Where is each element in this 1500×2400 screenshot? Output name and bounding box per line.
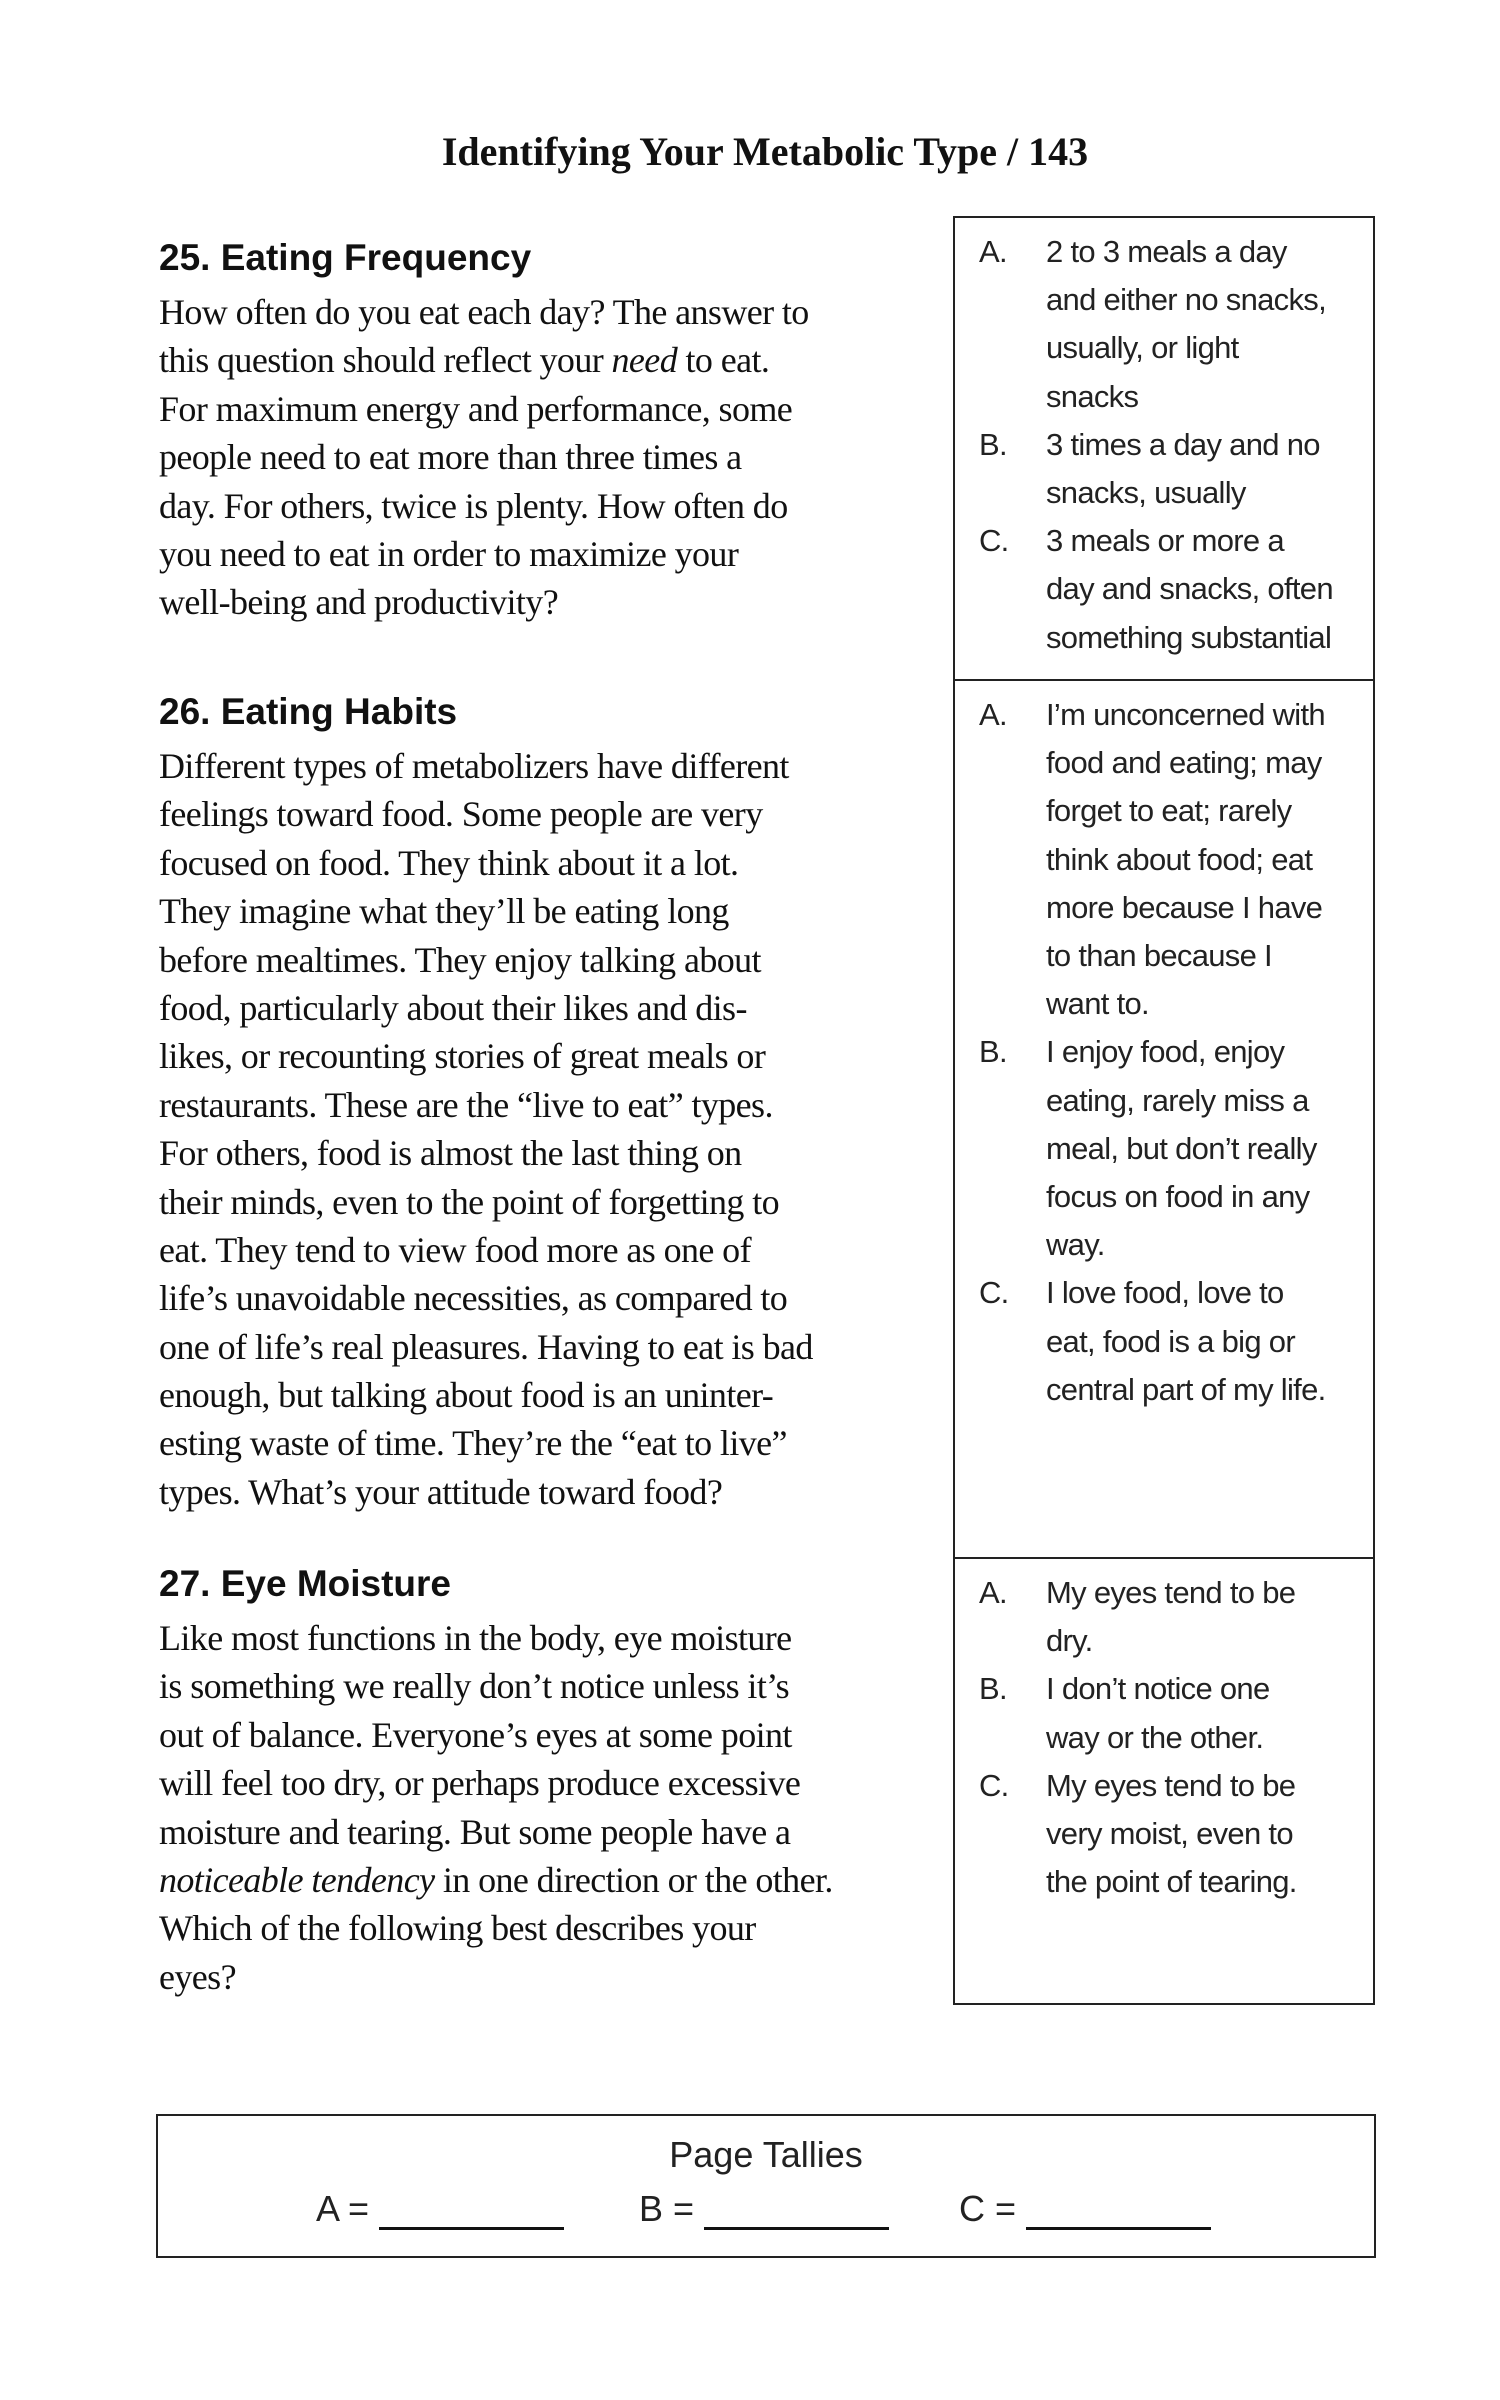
body-line: moisture and tearing. But some people have a <box>159 1811 791 1852</box>
option-line: meal, but don’t really <box>1046 1130 1317 1166</box>
option-line: want to. <box>1046 986 1149 1022</box>
answers-26 <box>955 679 1373 1557</box>
option-line: 3 meals or more a <box>1046 523 1284 559</box>
option-letter: A. <box>979 234 1007 269</box>
body-line: restaurants. These are the “live to eat” types. <box>159 1084 773 1125</box>
option-letter: C. <box>979 1767 1009 1803</box>
body-line <box>159 1856 929 1904</box>
body-line: enough, but talking about food is an uninter- <box>159 1375 774 1416</box>
body-text: in one direction or the other. <box>434 1859 833 1900</box>
page-tallies-box <box>156 2114 1376 2258</box>
body-line: one of life’s real pleasures. Having to eat is bad <box>159 1326 813 1367</box>
option-letter: C. <box>979 523 1009 559</box>
option-line: eat, food is a big or <box>1046 1323 1295 1359</box>
option-letter: B. <box>979 1034 1007 1070</box>
option-line: forget to eat; rarely <box>1046 793 1292 829</box>
answer-option <box>955 1569 1373 1665</box>
body-line: eyes? <box>159 1956 236 1997</box>
option-text <box>1046 421 1356 517</box>
option-line: way or the other. <box>1046 1719 1264 1755</box>
option-line: My eyes tend to be <box>1046 1575 1296 1610</box>
option-letter: A. <box>979 1575 1007 1610</box>
tally-b <box>639 2188 889 2230</box>
option-line: dry. <box>1046 1623 1093 1659</box>
body-line: They imagine what they’ll be eating long <box>159 891 729 932</box>
option-line: something substantial <box>1046 619 1332 655</box>
option-line: 3 times a day and no <box>1046 426 1320 462</box>
answer-option <box>955 228 1373 421</box>
option-line: and either no snacks, <box>1046 282 1326 318</box>
option-text <box>1046 1762 1356 1907</box>
tallies-title: Page Tallies <box>669 2134 863 2175</box>
option-line: food and eating; may <box>1046 745 1322 781</box>
body-line: food, particularly about their likes and dis- <box>159 987 747 1028</box>
emphasis-text: need <box>611 340 678 381</box>
body-line: esting waste of time. They’re the “eat to live” <box>159 1423 787 1464</box>
answer-option <box>955 1028 1373 1269</box>
option-text <box>1046 691 1356 1028</box>
body-text: to eat. <box>677 340 770 381</box>
option-line: 2 to 3 meals a day <box>1046 234 1287 269</box>
tally-a-blank[interactable] <box>379 2193 564 2230</box>
option-line: focus on food in any <box>1046 1179 1310 1215</box>
body-line: life’s unavoidable necessities, as compared to <box>159 1278 788 1319</box>
option-line: usually, or light <box>1046 330 1239 366</box>
tally-label: A = <box>316 2188 370 2229</box>
body-line: will feel too dry, or perhaps produce excessive <box>159 1763 801 1804</box>
option-line: snacks <box>1046 378 1139 414</box>
answer-option <box>955 691 1373 1028</box>
body-line: Which of the following best describes your <box>159 1908 756 1949</box>
option-line: I don’t notice one <box>1046 1671 1270 1707</box>
body-line: feelings toward food. Some people are very <box>159 794 763 835</box>
question-body <box>159 742 929 1516</box>
option-letter: C. <box>979 1275 1009 1311</box>
option-text <box>1046 517 1356 662</box>
body-line <box>159 336 929 384</box>
option-line: to than because I <box>1046 938 1272 974</box>
body-text: this question should reflect your <box>159 340 612 381</box>
body-line: well-being and productivity? <box>159 582 559 623</box>
body-line: For maximum energy and performance, some <box>159 388 793 429</box>
body-line: day. For others, twice is plenty. How often do <box>159 485 788 526</box>
body-line: How often do you eat each day? The answer to <box>159 292 809 332</box>
question-heading: 25. Eating Frequency <box>159 237 532 278</box>
option-line: I enjoy food, enjoy <box>1046 1034 1285 1070</box>
body-line: Different types of metabolizers have different <box>159 746 789 786</box>
option-text <box>1046 1665 1356 1761</box>
answer-option <box>955 517 1373 662</box>
question-heading: 26. Eating Habits <box>159 691 458 732</box>
answer-option <box>955 1762 1373 1907</box>
option-text <box>1046 1569 1356 1665</box>
tally-c <box>959 2188 1211 2230</box>
running-head: Identifying Your Metabolic Type / 143 <box>441 129 1089 174</box>
body-line: is something we really don’t notice unless it’s <box>159 1666 790 1707</box>
option-text <box>1046 1269 1356 1414</box>
answer-option <box>955 421 1373 517</box>
question-heading: 27. Eye Moisture <box>159 1563 452 1604</box>
body-line: before mealtimes. They enjoy talking about <box>159 939 761 980</box>
answers-25 <box>955 218 1373 679</box>
option-letter: B. <box>979 1671 1007 1707</box>
body-line: For others, food is almost the last thing on <box>159 1133 742 1174</box>
question-body <box>159 288 929 627</box>
tally-label: C = <box>959 2188 1017 2229</box>
body-line: focused on food. They think about it a lot. <box>159 842 739 883</box>
option-line: central part of my life. <box>1046 1371 1326 1407</box>
body-line: you need to eat in order to maximize your <box>159 533 739 574</box>
option-text <box>1046 1028 1356 1269</box>
answer-option <box>955 1269 1373 1414</box>
body-line: eat. They tend to view food more as one of <box>159 1229 751 1270</box>
body-line: Like most functions in the body, eye moisture <box>159 1618 792 1658</box>
option-line: think about food; eat <box>1046 841 1313 877</box>
body-line: people need to eat more than three times a <box>159 437 742 478</box>
question-25 <box>159 228 929 627</box>
body-line: their minds, even to the point of forgetting to <box>159 1181 780 1222</box>
option-letter: B. <box>979 426 1007 462</box>
option-line: snacks, usually <box>1046 475 1246 511</box>
tally-b-blank[interactable] <box>704 2193 889 2230</box>
tally-a <box>316 2188 564 2230</box>
option-line: I’m unconcerned with <box>1046 697 1325 732</box>
option-line: way. <box>1046 1227 1105 1263</box>
option-line: I love food, love to <box>1046 1275 1284 1311</box>
option-letter: A. <box>979 697 1007 732</box>
tally-c-blank[interactable] <box>1026 2193 1211 2230</box>
option-line: eating, rarely miss a <box>1046 1082 1309 1118</box>
option-text <box>1046 228 1356 421</box>
tally-label: B = <box>639 2188 695 2229</box>
answer-option <box>955 1665 1373 1761</box>
option-line: very moist, even to <box>1046 1816 1293 1852</box>
body-line: out of balance. Everyone’s eyes at some point <box>159 1714 792 1755</box>
question-26 <box>159 682 929 1516</box>
option-line: day and snacks, often <box>1046 571 1333 607</box>
answer-box <box>953 216 1375 2005</box>
option-line: more because I have <box>1046 889 1323 925</box>
question-27 <box>159 1554 929 2001</box>
question-body <box>159 1614 929 2001</box>
answers-27 <box>955 1557 1373 2003</box>
option-line: the point of tearing. <box>1046 1864 1297 1900</box>
body-line: types. What’s your attitude toward food? <box>159 1471 723 1512</box>
body-line: likes, or recounting stories of great meals or <box>159 1036 766 1077</box>
option-line: My eyes tend to be <box>1046 1767 1296 1803</box>
emphasis-text: noticeable tendency <box>159 1859 435 1900</box>
